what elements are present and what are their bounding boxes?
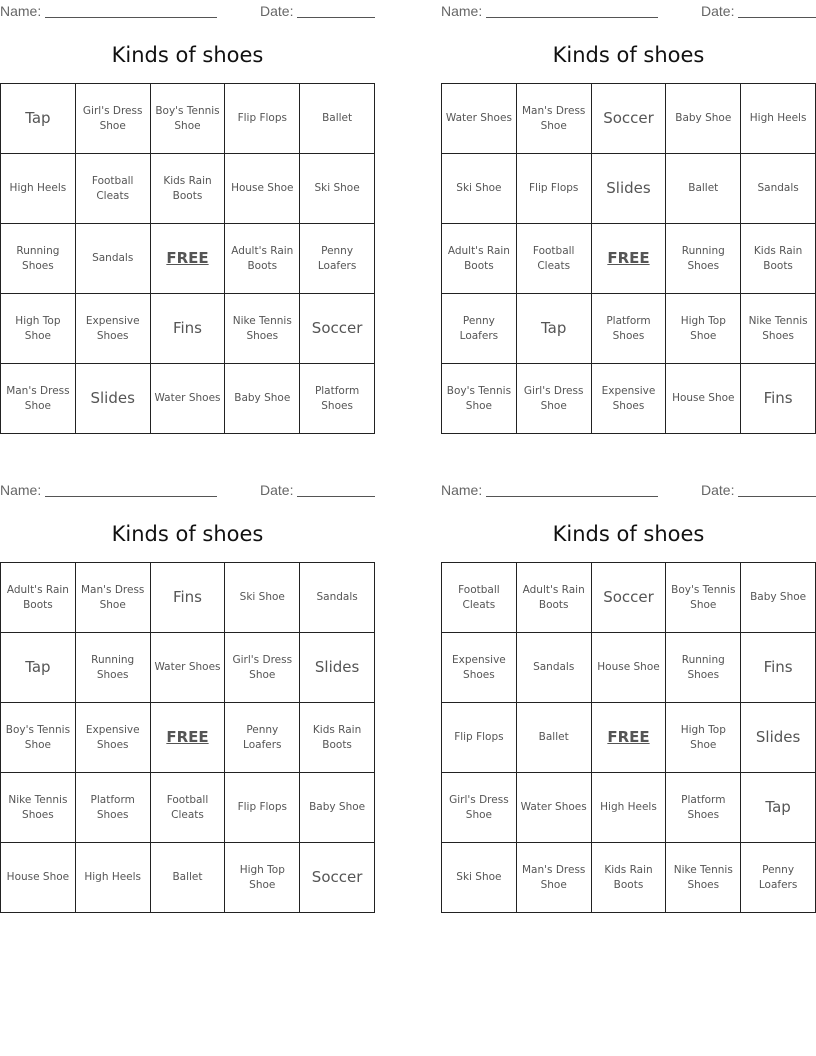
bingo-cell: Girl's Dress Shoe (225, 633, 300, 703)
bingo-cell: Sandals (517, 633, 592, 703)
bingo-cell: Boy's Tennis Shoe (442, 364, 517, 434)
date-blank-line (297, 17, 375, 18)
bingo-cell: Boy's Tennis Shoe (151, 84, 226, 154)
bingo-cell: Football Cleats (76, 154, 151, 224)
bingo-cell: Penny Loafers (225, 703, 300, 773)
bingo-card-4 (441, 479, 816, 913)
bingo-cell: Boy's Tennis Shoe (666, 563, 741, 633)
bingo-cell: Running Shoes (1, 224, 76, 294)
free-space-cell: FREE (592, 703, 667, 773)
bingo-cell: Man's Dress Shoe (517, 84, 592, 154)
bingo-cell: Baby Shoe (300, 773, 375, 843)
card-title: Kinds of shoes (552, 522, 705, 546)
bingo-grid (0, 562, 375, 913)
bingo-cell: Slides (592, 154, 667, 224)
bingo-cell: Slides (76, 364, 151, 434)
bingo-cell: Nike Tennis Shoes (225, 294, 300, 364)
name-blank-line (45, 496, 217, 497)
bingo-grid (441, 562, 816, 913)
bingo-cell: Nike Tennis Shoes (666, 843, 741, 913)
bingo-cell: Soccer (300, 294, 375, 364)
bingo-cell: Sandals (76, 224, 151, 294)
card-title: Kinds of shoes (111, 522, 264, 546)
bingo-cell: High Top Shoe (1, 294, 76, 364)
bingo-cell: High Top Shoe (666, 703, 741, 773)
bingo-cell: High Top Shoe (666, 294, 741, 364)
free-space-cell: FREE (151, 224, 226, 294)
bingo-cell: Football Cleats (151, 773, 226, 843)
name-label: Name: (441, 482, 483, 498)
bingo-cell: Kids Rain Boots (741, 224, 816, 294)
card-header (441, 0, 816, 22)
bingo-cell: Water Shoes (151, 364, 226, 434)
card-title: Kinds of shoes (111, 43, 264, 67)
bingo-cell: Kids Rain Boots (151, 154, 226, 224)
date-blank-line (738, 496, 816, 497)
bingo-cell: Soccer (592, 84, 667, 154)
bingo-cell: Running Shoes (666, 633, 741, 703)
bingo-cell: Sandals (300, 563, 375, 633)
name-blank-line (486, 17, 658, 18)
bingo-cell: Running Shoes (76, 633, 151, 703)
date-label: Date: (260, 3, 294, 19)
bingo-cell: Platform Shoes (300, 364, 375, 434)
bingo-cell: High Heels (76, 843, 151, 913)
bingo-cell: House Shoe (666, 364, 741, 434)
bingo-cell: Platform Shoes (592, 294, 667, 364)
bingo-cell: Ski Shoe (442, 154, 517, 224)
date-blank-line (738, 17, 816, 18)
bingo-cell: Flip Flops (442, 703, 517, 773)
bingo-cell: Ballet (666, 154, 741, 224)
bingo-cell: Penny Loafers (442, 294, 517, 364)
name-label: Name: (0, 3, 42, 19)
bingo-cell: Boy's Tennis Shoe (1, 703, 76, 773)
free-space-cell: FREE (151, 703, 226, 773)
bingo-cell: Water Shoes (442, 84, 517, 154)
bingo-cell: Penny Loafers (300, 224, 375, 294)
bingo-cell: House Shoe (225, 154, 300, 224)
bingo-cell: Man's Dress Shoe (517, 843, 592, 913)
bingo-cell: Flip Flops (225, 773, 300, 843)
bingo-grid (0, 83, 375, 434)
bingo-cell: Fins (151, 563, 226, 633)
bingo-cell: Flip Flops (517, 154, 592, 224)
bingo-cell: Expensive Shoes (76, 703, 151, 773)
bingo-cell: Football Cleats (442, 563, 517, 633)
card-title: Kinds of shoes (552, 43, 705, 67)
bingo-cell: High Heels (1, 154, 76, 224)
bingo-grid (441, 83, 816, 434)
bingo-cell: Tap (741, 773, 816, 843)
bingo-cell: Sandals (741, 154, 816, 224)
bingo-cell: Baby Shoe (666, 84, 741, 154)
card-header (441, 479, 816, 501)
date-label: Date: (701, 482, 735, 498)
card-header (0, 0, 375, 22)
bingo-cell: Penny Loafers (741, 843, 816, 913)
bingo-cell: Soccer (300, 843, 375, 913)
bingo-cell: Ski Shoe (300, 154, 375, 224)
bingo-cell: Kids Rain Boots (592, 843, 667, 913)
bingo-cell: Ski Shoe (442, 843, 517, 913)
bingo-cell: Fins (741, 364, 816, 434)
bingo-cell: Soccer (592, 563, 667, 633)
bingo-cell: Running Shoes (666, 224, 741, 294)
bingo-cell: Football Cleats (517, 224, 592, 294)
bingo-cell: Nike Tennis Shoes (1, 773, 76, 843)
bingo-card-3 (0, 479, 375, 913)
bingo-cell: Girl's Dress Shoe (442, 773, 517, 843)
bingo-cell: Tap (1, 633, 76, 703)
bingo-cell: Slides (300, 633, 375, 703)
bingo-cell: Water Shoes (517, 773, 592, 843)
bingo-card-1 (0, 0, 375, 434)
bingo-cell: Kids Rain Boots (300, 703, 375, 773)
bingo-cell: Ballet (517, 703, 592, 773)
bingo-cell: Fins (741, 633, 816, 703)
bingo-cell: High Heels (741, 84, 816, 154)
bingo-cell: Girl's Dress Shoe (76, 84, 151, 154)
bingo-cell: Ballet (300, 84, 375, 154)
bingo-cell: Baby Shoe (225, 364, 300, 434)
date-label: Date: (260, 482, 294, 498)
bingo-cell: Adult's Rain Boots (1, 563, 76, 633)
name-blank-line (486, 496, 658, 497)
bingo-cell: Girl's Dress Shoe (517, 364, 592, 434)
bingo-cell: Man's Dress Shoe (76, 563, 151, 633)
date-label: Date: (701, 3, 735, 19)
bingo-cell: Ski Shoe (225, 563, 300, 633)
bingo-cell: Baby Shoe (741, 563, 816, 633)
bingo-cell: Flip Flops (225, 84, 300, 154)
date-blank-line (297, 496, 375, 497)
bingo-cell: Nike Tennis Shoes (741, 294, 816, 364)
bingo-cell: Tap (517, 294, 592, 364)
bingo-cell: Slides (741, 703, 816, 773)
name-label: Name: (0, 482, 42, 498)
bingo-cell: Adult's Rain Boots (442, 224, 517, 294)
bingo-card-2 (441, 0, 816, 434)
bingo-cell: House Shoe (592, 633, 667, 703)
bingo-cell: Water Shoes (151, 633, 226, 703)
bingo-cell: High Heels (592, 773, 667, 843)
bingo-cell: Tap (1, 84, 76, 154)
free-space-cell: FREE (592, 224, 667, 294)
bingo-cell: Expensive Shoes (592, 364, 667, 434)
bingo-cell: Platform Shoes (666, 773, 741, 843)
bingo-cell: House Shoe (1, 843, 76, 913)
bingo-cell: Adult's Rain Boots (517, 563, 592, 633)
bingo-cell: Platform Shoes (76, 773, 151, 843)
bingo-cell: Ballet (151, 843, 226, 913)
bingo-cell: Fins (151, 294, 226, 364)
bingo-cell: Expensive Shoes (442, 633, 517, 703)
bingo-cell: Adult's Rain Boots (225, 224, 300, 294)
name-blank-line (45, 17, 217, 18)
bingo-cell: Expensive Shoes (76, 294, 151, 364)
bingo-cell: High Top Shoe (225, 843, 300, 913)
card-header (0, 479, 375, 501)
name-label: Name: (441, 3, 483, 19)
bingo-cell: Man's Dress Shoe (1, 364, 76, 434)
